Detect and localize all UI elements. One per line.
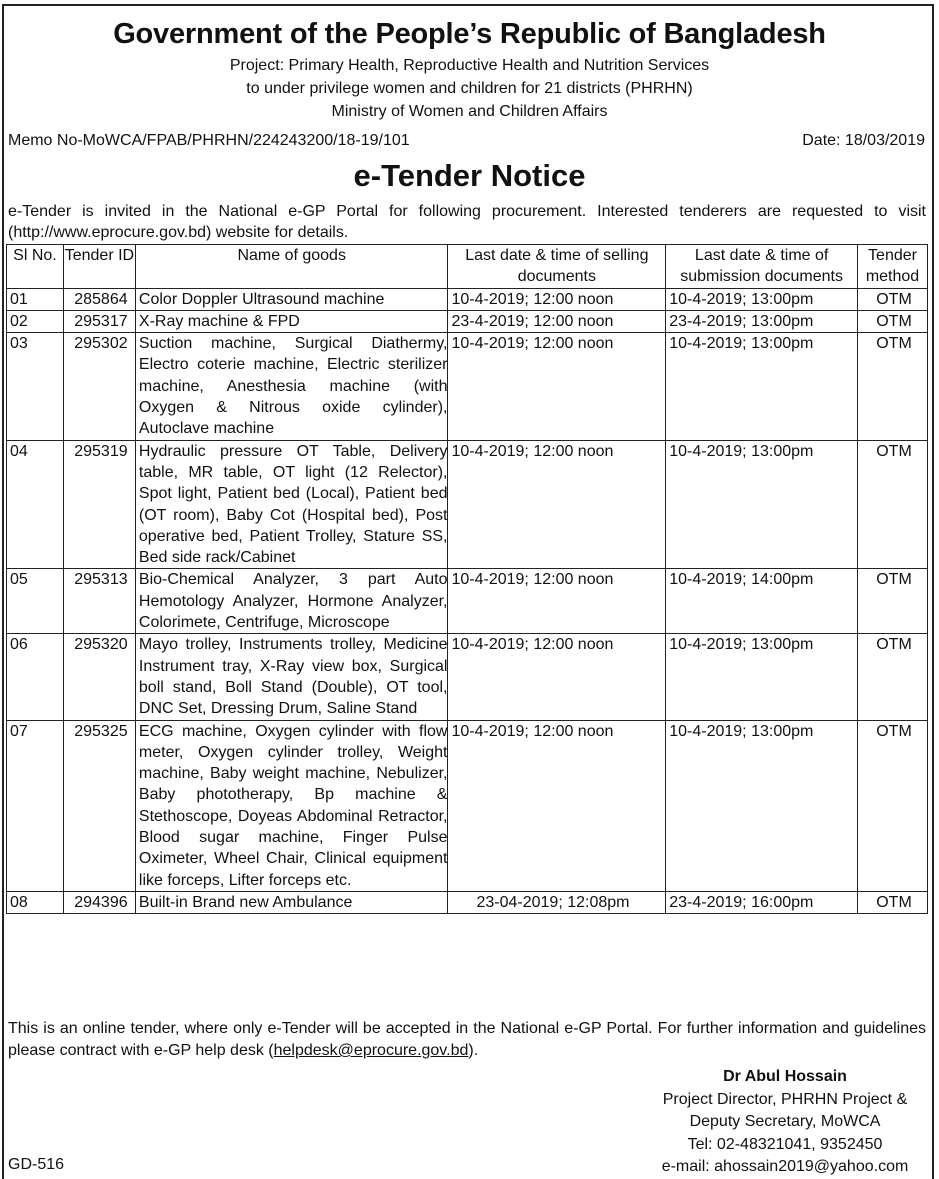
tender-table [6, 244, 928, 914]
cell-method: OTM [858, 440, 928, 569]
cell-method: OTM [858, 569, 928, 634]
cell-tender-id: 295302 [63, 333, 135, 440]
header-sl: Sl No. [7, 245, 64, 289]
header-goods: Name of goods [135, 245, 448, 289]
cell-selling: 10-4-2019; 12:00 noon [448, 720, 666, 891]
signatory-email: e-mail: ahossain2019@yahoo.com [661, 1158, 909, 1175]
cell-selling: 10-4-2019; 12:00 noon [448, 569, 666, 634]
cell-submission: 23-4-2019; 16:00pm [666, 891, 858, 913]
gd-number: GD-516 [8, 1156, 65, 1173]
signatory-name: Dr Abul Hossain [723, 1068, 847, 1085]
header-submission: Last date & time of submission documents [666, 245, 858, 289]
cell-tender-id: 285864 [63, 288, 135, 310]
cell-method: OTM [858, 288, 928, 310]
header-method: Tender method [858, 245, 928, 289]
cell-selling: 23-04-2019; 12:08pm [448, 891, 666, 913]
cell-sl: 06 [7, 634, 64, 720]
cell-submission: 10-4-2019; 13:00pm [666, 634, 858, 720]
cell-goods: X-Ray machine & FPD [135, 310, 448, 332]
table-row [7, 440, 928, 569]
footer-note-text: This is an online tender, where only e-Tender will be accepted in the National e-GP Portal. For further information and guidelines please contract with e-GP help desk ( [8, 1020, 926, 1059]
cell-sl: 07 [7, 720, 64, 891]
cell-method: OTM [858, 310, 928, 332]
cell-goods: Hydraulic pressure OT Table, Delivery table, MR table, OT light (12 Relector), Spot light, Patient bed (Local), Patient bed (OT room), Baby Cot (Hospital bed), Post operative bed, Patient Trolley, Stature SS, Bed side rack/Cabinet [135, 440, 448, 569]
table-header-row [7, 245, 928, 289]
helpdesk-email-link[interactable]: helpdesk@eprocure.gov.bd [273, 1042, 469, 1059]
notice-intro: e-Tender is invited in the National e-GP Portal for following procurement. Interested tenderers are requested to visit (http://www.eprocure.gov.bd) website for details. [8, 203, 926, 241]
signature-block [640, 1066, 930, 1179]
notice-title: e-Tender Notice [353, 158, 586, 193]
cell-tender-id: 295319 [63, 440, 135, 569]
cell-goods: ECG machine, Oxygen cylinder with flow meter, Oxygen cylinder trolley, Weight machine, Baby weight machine, Nebulizer, Baby phototherapy, Bp machine & Stethoscope, Doyeas Abdominal Retractor, Blood sugar machine, Finger Pulse Oximeter, Wheel Chair, Clinical equipment like forceps, Lifter forceps etc. [135, 720, 448, 891]
cell-goods: Mayo trolley, Instruments trolley, Medicine Instrument tray, X-Ray view box, Surgical boll stand, Boll Stand (Double), OT tool, DNC Set, Dressing Drum, Saline Stand [135, 634, 448, 720]
cell-tender-id: 295313 [63, 569, 135, 634]
cell-submission: 10-4-2019; 13:00pm [666, 288, 858, 310]
cell-submission: 10-4-2019; 14:00pm [666, 569, 858, 634]
cell-selling: 10-4-2019; 12:00 noon [448, 288, 666, 310]
header-selling: Last date & time of selling documents [448, 245, 666, 289]
cell-goods: Color Doppler Ultrasound machine [135, 288, 448, 310]
table-row [7, 891, 928, 913]
government-title: Government of the People’s Republic of Bangladesh [113, 18, 826, 50]
notice-date: Date: 18/03/2019 [802, 132, 925, 149]
project-line-2: to under privilege women and children for 21 districts (PHRHN) [246, 80, 693, 97]
cell-tender-id: 294396 [63, 891, 135, 913]
cell-submission: 10-4-2019; 13:00pm [666, 333, 858, 440]
footer-note-end: ). [468, 1042, 479, 1059]
project-line-1: Project: Primary Health, Reproductive Health and Nutrition Services [229, 57, 710, 74]
table-row [7, 288, 928, 310]
cell-submission: 10-4-2019; 13:00pm [666, 440, 858, 569]
table-row [7, 720, 928, 891]
cell-method: OTM [858, 634, 928, 720]
table-row [7, 569, 928, 634]
cell-tender-id: 295320 [63, 634, 135, 720]
signatory-title-1: Project Director, PHRHN Project & [662, 1090, 908, 1108]
footer-note [8, 1018, 926, 1062]
cell-tender-id: 295317 [63, 310, 135, 332]
table-row [7, 634, 928, 720]
cell-submission: 10-4-2019; 13:00pm [666, 720, 858, 891]
cell-selling: 23-4-2019; 12:00 noon [448, 310, 666, 332]
cell-sl: 02 [7, 310, 64, 332]
cell-goods: Suction machine, Surgical Diathermy, Electro coterie machine, Electric sterilizer machine, Anesthesia machine (with Oxygen & Nitrous oxide cylinder), Autoclave machine [135, 333, 448, 440]
cell-sl: 05 [7, 569, 64, 634]
cell-selling: 10-4-2019; 12:00 noon [448, 440, 666, 569]
signatory-tel: Tel: 02-48321041, 9352450 [687, 1135, 883, 1153]
cell-sl: 03 [7, 333, 64, 440]
table-row [7, 333, 928, 440]
cell-selling: 10-4-2019; 12:00 noon [448, 634, 666, 720]
cell-method: OTM [858, 891, 928, 913]
cell-selling: 10-4-2019; 12:00 noon [448, 333, 666, 440]
cell-sl: 04 [7, 440, 64, 569]
cell-method: OTM [858, 720, 928, 891]
cell-tender-id: 295325 [63, 720, 135, 891]
signatory-title-2: Deputy Secretary, MoWCA [689, 1113, 881, 1130]
memo-number: Memo No-MoWCA/FPAB/PHRHN/224243200/18-19/101 [8, 132, 410, 149]
cell-method: OTM [858, 333, 928, 440]
cell-goods: Bio-Chemical Analyzer, 3 part Auto Hemotology Analyzer, Hormone Analyzer, Colorimete, Centrifuge, Microscope [135, 569, 448, 634]
cell-sl: 01 [7, 288, 64, 310]
ministry-line: Ministry of Women and Children Affairs [331, 103, 608, 120]
cell-submission: 23-4-2019; 13:00pm [666, 310, 858, 332]
cell-sl: 08 [7, 891, 64, 913]
header-tender-id: Tender ID [63, 245, 135, 289]
cell-goods: Built-in Brand new Ambulance [135, 891, 448, 913]
table-row [7, 310, 928, 332]
